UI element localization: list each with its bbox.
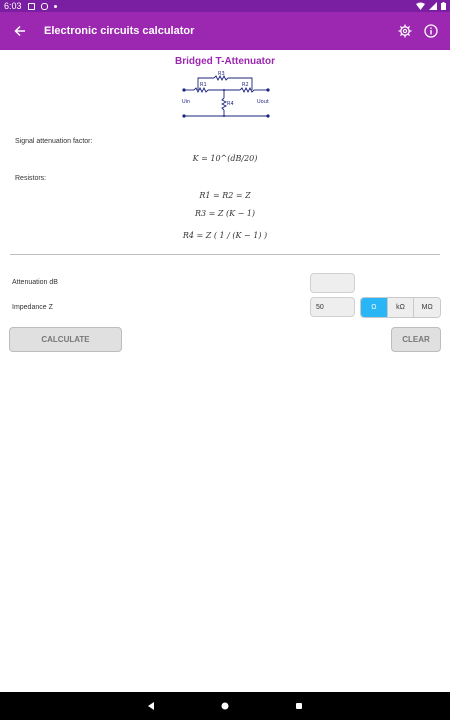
formula-r4: R4 = Z ( 1 / (K − 1) ) xyxy=(182,231,268,240)
impedance-label: Impedance Z xyxy=(12,304,53,311)
unit-kohm-button[interactable]: kΩ xyxy=(388,298,415,317)
signal-attenuation-label: Signal attenuation factor: xyxy=(15,138,93,145)
square-recents-icon xyxy=(294,701,304,711)
nav-recents-button[interactable] xyxy=(293,700,305,712)
wifi-icon xyxy=(416,2,425,10)
nav-home-button[interactable] xyxy=(219,700,231,712)
impedance-input[interactable]: 50 xyxy=(310,297,355,317)
unit-mohm-button[interactable]: MΩ xyxy=(414,298,440,317)
label-r3: R3 xyxy=(218,71,225,77)
notification-icon xyxy=(28,3,35,10)
formula-r3: R3 = Z (K − 1) xyxy=(194,209,256,218)
app-title: Electronic circuits calculator xyxy=(44,25,195,37)
battery-icon xyxy=(441,2,446,10)
back-button[interactable] xyxy=(0,12,40,50)
label-uout: Uout xyxy=(257,99,269,105)
shield-icon xyxy=(41,3,48,10)
circle-home-icon xyxy=(220,701,230,711)
attenuation-label: Attenuation dB xyxy=(12,279,58,286)
attenuation-input[interactable] xyxy=(310,273,355,293)
app-bar xyxy=(0,12,450,50)
nav-back-button[interactable] xyxy=(145,700,157,712)
formula-r1-r2: R1 = R2 = Z xyxy=(199,191,251,200)
signal-icon xyxy=(429,2,437,10)
label-r4: R4 xyxy=(227,101,234,107)
gear-icon xyxy=(398,24,412,38)
label-uin: Uin xyxy=(182,99,191,105)
settings-button[interactable] xyxy=(396,22,414,40)
triangle-back-icon xyxy=(146,701,156,711)
label-r1: R1 xyxy=(200,82,207,88)
bridged-t-schematic xyxy=(180,70,272,130)
info-icon xyxy=(424,24,438,38)
clear-button[interactable]: CLEAR xyxy=(391,327,441,352)
status-bar xyxy=(0,0,450,12)
system-nav-bar xyxy=(0,692,450,720)
divider xyxy=(10,254,440,255)
unit-toggle-group xyxy=(360,297,441,318)
content-area xyxy=(0,50,450,692)
formula-k: K = 10^(dB/20) xyxy=(192,154,258,163)
arrow-back-icon xyxy=(14,25,26,37)
page-title: Bridged T-Attenuator xyxy=(175,56,275,67)
info-button[interactable] xyxy=(422,22,440,40)
dot-icon xyxy=(54,5,57,8)
calculate-button[interactable]: CALCULATE xyxy=(9,327,122,352)
status-time: 6:03 xyxy=(4,1,22,11)
label-r2: R2 xyxy=(242,82,249,88)
unit-ohm-button[interactable]: Ω xyxy=(361,298,388,317)
resistors-label: Resistors: xyxy=(15,175,47,182)
